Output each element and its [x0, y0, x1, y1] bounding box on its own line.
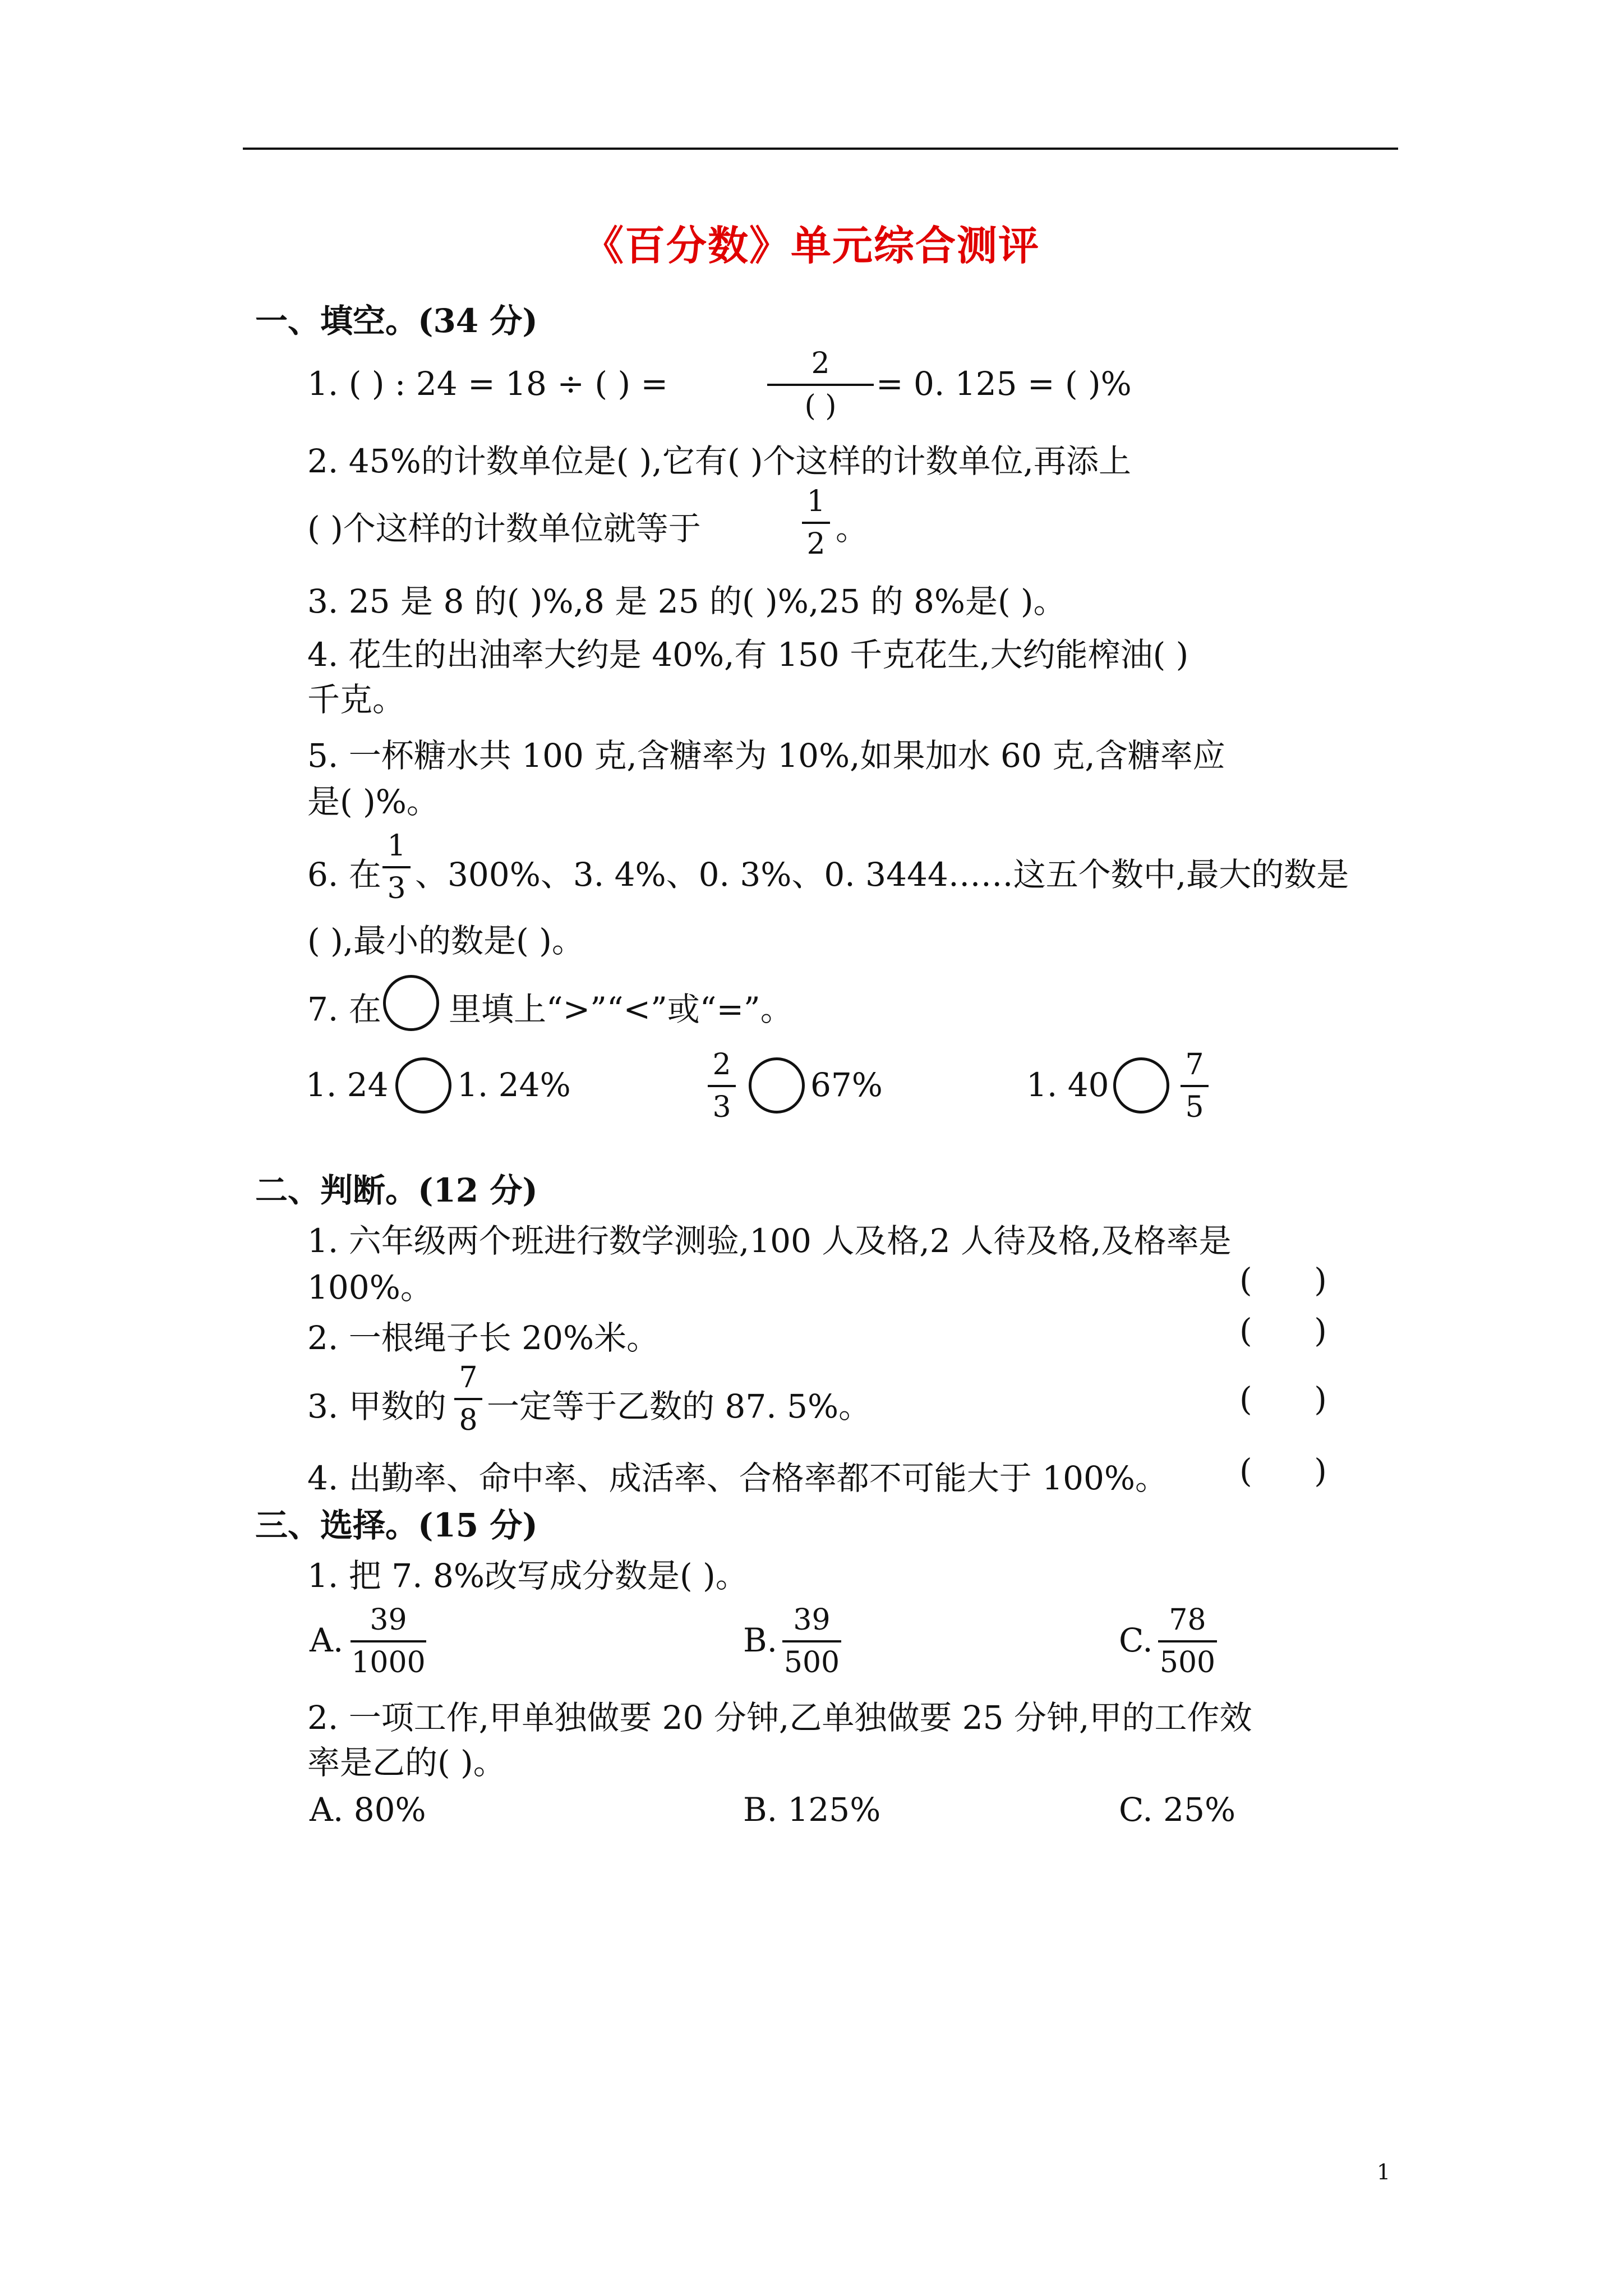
q1-4-line1: 4. 花生的出油率大约是 40%,有 150 千克花生,大约能榨油( ) [307, 636, 1189, 674]
q1-1-fraction [767, 349, 874, 421]
q2-3-denominator: 8 [459, 1404, 478, 1437]
q3-1-option-a-fraction[interactable] [351, 1603, 426, 1680]
compare2-circle-icon[interactable] [749, 1057, 805, 1114]
compare1-circle-icon[interactable] [395, 1057, 451, 1114]
header-rule [243, 148, 1398, 150]
section1-heading: 一、填空。(34 分) [255, 302, 538, 340]
q1-6-fraction-denominator: 3 [387, 872, 406, 905]
q3-1-option-c-fraction[interactable] [1158, 1603, 1217, 1680]
option-c-numerator: 78 [1169, 1603, 1206, 1637]
compare3-fraction [1181, 1050, 1209, 1122]
q1-1-part-a: 1. ( ) : 24 = 18 ÷ ( ) = [307, 365, 668, 403]
q2-2-answer-blank[interactable]: ( ) [1239, 1312, 1327, 1350]
q1-6-pre: 6. 在 [307, 855, 381, 894]
option-a-denominator: 1000 [351, 1646, 426, 1680]
q1-1-fraction-numerator: 2 [811, 347, 830, 380]
page-number: 1 [1377, 2160, 1391, 2184]
compare2-right: 67% [810, 1066, 883, 1104]
option-b-denominator: 500 [783, 1646, 840, 1680]
q1-2-fraction-denominator: 2 [806, 527, 826, 561]
q2-2: 2. 一根绳子长 20%米。 [307, 1319, 660, 1357]
compare1-right: 1. 24% [457, 1066, 571, 1104]
q3-1-stem: 1. 把 7. 8%改写成分数是( )。 [307, 1557, 748, 1595]
q1-2-line2: ( )个这样的计数单位就等于 [307, 509, 701, 547]
q1-4-line2: 千克。 [307, 680, 405, 719]
q1-2-fraction-numerator: 1 [806, 485, 826, 518]
q2-1-answer-blank[interactable]: ( ) [1239, 1261, 1327, 1299]
compare2-fraction [708, 1050, 736, 1122]
q1-1-fraction-denominator: ( ) [804, 389, 837, 423]
compare2-numerator: 2 [712, 1048, 731, 1082]
q1-6-post: 、300%、3. 4%、0. 3%、0. 3444……这五个数中,最大的数是 [415, 855, 1349, 894]
compare3-left: 1. 40 [1026, 1066, 1109, 1104]
q1-5-line2: 是( )%。 [307, 783, 439, 821]
compare3-circle-icon[interactable] [1113, 1057, 1169, 1114]
q3-2-line2: 率是乙的( )。 [307, 1743, 506, 1782]
q3-2-line1: 2. 一项工作,甲单独做要 20 分钟,乙单独做要 25 分钟,甲的工作效 [307, 1699, 1252, 1737]
q3-1-option-b-label: B. [743, 1621, 778, 1659]
q2-1-line1: 1. 六年级两个班进行数学测验,100 人及格,2 人待及格,及格率是 [307, 1222, 1232, 1260]
q1-5-line1: 5. 一杯糖水共 100 克,含糖率为 10%,如果加水 60 克,含糖率应 [307, 737, 1225, 775]
q2-3-numerator: 7 [459, 1361, 478, 1395]
q2-4-answer-blank[interactable]: ( ) [1239, 1452, 1327, 1490]
q1-1-part-b: = 0. 125 = ( )% [876, 365, 1132, 403]
q3-1-option-b-fraction[interactable] [782, 1603, 841, 1680]
q2-3-pre: 3. 甲数的 [307, 1387, 446, 1425]
compare3-denominator: 5 [1185, 1091, 1204, 1124]
q1-2-line1: 2. 45%的计数单位是( ),它有( )个这样的计数单位,再添上 [307, 442, 1131, 480]
q1-6-fraction [382, 831, 411, 903]
q2-1-line2: 100%。 [307, 1268, 433, 1306]
q1-7-pre: 7. 在 [307, 990, 381, 1028]
q2-3-fraction [454, 1363, 482, 1435]
q1-6-line2: ( ),最小的数是( )。 [307, 922, 584, 960]
q2-3-post: 一定等于乙数的 87. 5%。 [487, 1387, 872, 1425]
q2-4: 4. 出勤率、命中率、成活率、合格率都不可能大于 100%。 [307, 1459, 1168, 1497]
compare2-denominator: 3 [712, 1091, 731, 1124]
compare3-numerator: 7 [1185, 1048, 1204, 1082]
q3-2-option-a[interactable]: A. 80% [310, 1791, 426, 1829]
page-title: 《百分数》单元综合测评 [583, 222, 1040, 269]
q1-6-fraction-numerator: 1 [387, 829, 406, 863]
comparison-circle-icon [383, 975, 439, 1031]
q3-2-option-b[interactable]: B. 125% [743, 1791, 881, 1829]
option-a-numerator: 39 [370, 1603, 407, 1637]
section2-heading: 二、判断。(12 分) [255, 1171, 538, 1209]
option-c-denominator: 500 [1159, 1646, 1216, 1680]
option-b-numerator: 39 [793, 1603, 831, 1637]
q3-1-option-c-label: C. [1119, 1621, 1153, 1659]
q1-3: 3. 25 是 8 的( )%,8 是 25 的( )%,25 的 8%是( )。 [307, 582, 1066, 620]
q3-2-option-c[interactable]: C. 25% [1119, 1791, 1236, 1829]
q1-7-post: 里填上“>”“<”或“=”。 [449, 990, 793, 1028]
q1-2-tail: 。 [836, 509, 869, 547]
q1-2-fraction [802, 487, 830, 559]
q2-3-answer-blank[interactable]: ( ) [1239, 1380, 1327, 1418]
q3-1-option-a-label: A. [310, 1621, 344, 1659]
compare1-left: 1. 24 [306, 1066, 389, 1104]
section3-heading: 三、选择。(15 分) [255, 1506, 538, 1544]
